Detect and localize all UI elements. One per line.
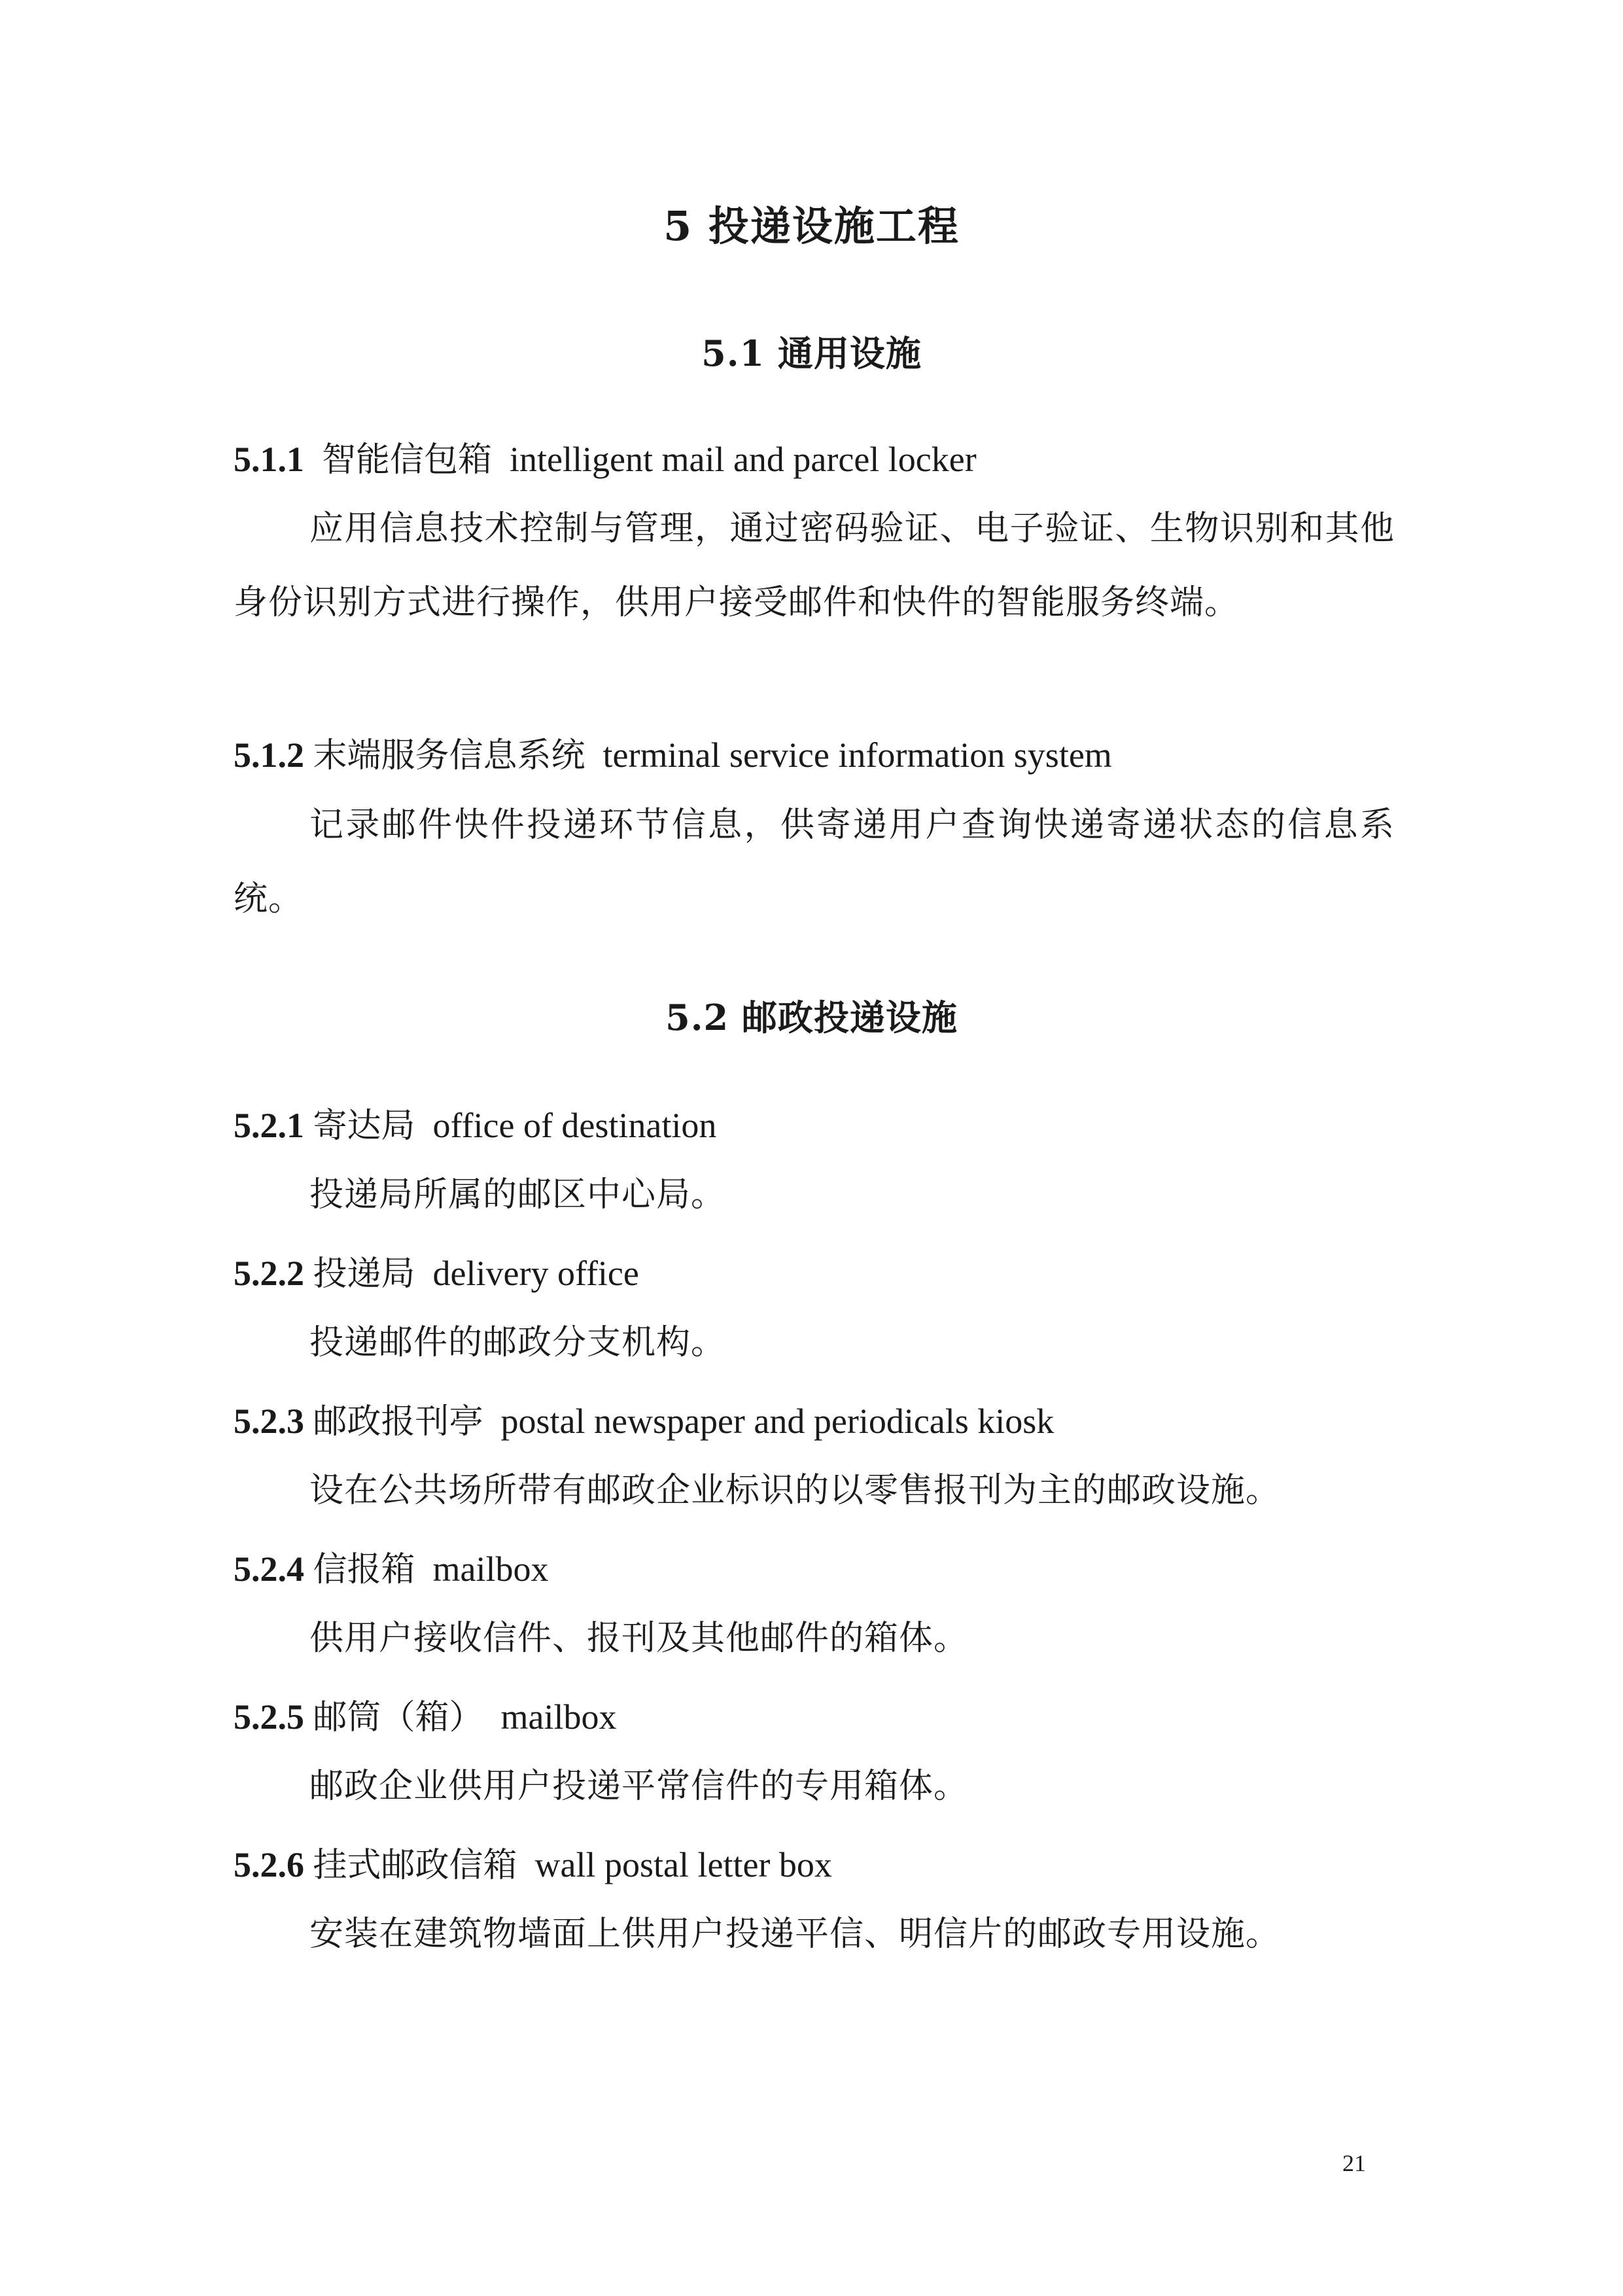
term-en: postal newspaper and periodicals kiosk: [500, 1402, 1055, 1441]
term-definition-5-1-2: 记录邮件快件投递环节信息，供寄递用户查询快递寄递状态的信息系统。: [234, 805, 1395, 919]
term-zh: 邮政报刊亭: [313, 1402, 483, 1441]
term-zh: 挂式邮政信箱: [313, 1846, 517, 1885]
term-en: office of destination: [432, 1106, 717, 1145]
term-zh: 信报箱: [313, 1550, 415, 1589]
term-definition-5-2-5: 邮政企业供用户投递平常信件的专用箱体。: [309, 1767, 969, 1806]
section-title-5-1: 5.1 通用设施: [701, 332, 922, 374]
term-number: 5.2.5: [234, 1697, 304, 1737]
term-heading-5-2-6: [234, 1837, 832, 1886]
chapter-title: 5 投递设施工程: [663, 202, 960, 250]
term-number: 5.2.6: [234, 1845, 304, 1884]
term-number: 5.2.2: [234, 1254, 304, 1293]
term-zh: 智能信包箱: [322, 440, 493, 480]
term-definition-5-2-6: 安装在建筑物墙面上供用户投递平信、明信片的邮政专用设施。: [309, 1915, 1281, 1954]
term-definition-5-1-1: 应用信息技术控制与管理，通过密码验证、电子验证、生物识别和其他身份识别方式进行操作，供用户接受邮件和快件的智能服务终端。: [234, 509, 1395, 622]
page-number: 21: [1342, 2150, 1366, 2176]
term-heading-5-2-5: [234, 1689, 617, 1739]
term-number: 5.2.4: [234, 1549, 304, 1589]
term-heading-5-2-4: [234, 1542, 549, 1591]
term-heading-5-2-2: [234, 1246, 639, 1295]
term-heading-5-1-2: [234, 728, 1112, 777]
term-number: 5.2.1: [234, 1106, 304, 1145]
term-definition-5-2-1: 投递局所属的邮区中心局。: [309, 1175, 726, 1214]
term-definition-5-2-2: 投递邮件的邮政分支机构。: [309, 1323, 726, 1362]
term-zh: 末端服务信息系统: [313, 736, 585, 775]
term-definition-5-2-4: 供用户接收信件、报刊及其他邮件的箱体。: [309, 1619, 969, 1658]
term-en: mailbox: [432, 1549, 549, 1589]
term-zh: 寄达局: [313, 1106, 415, 1146]
term-en: terminal service information system: [602, 735, 1112, 775]
term-en: mailbox: [500, 1697, 617, 1737]
section-title-5-2: 5.2 邮政投递设施: [665, 997, 958, 1038]
term-en: intelligent mail and parcel locker: [510, 440, 977, 479]
term-heading-5-2-3: [234, 1394, 1054, 1443]
term-en: delivery office: [432, 1254, 639, 1293]
term-heading-5-1-1: [234, 432, 977, 481]
term-heading-5-2-1: [234, 1098, 716, 1147]
term-number: 5.1.1: [234, 440, 304, 479]
term-zh: 邮筒（箱）: [313, 1698, 483, 1737]
term-number: 5.2.3: [234, 1402, 304, 1441]
term-en: wall postal letter box: [534, 1845, 832, 1884]
term-definition-5-2-3: 设在公共场所带有邮政企业标识的以零售报刊为主的邮政设施。: [309, 1471, 1281, 1510]
term-number: 5.1.2: [234, 735, 304, 775]
term-zh: 投递局: [313, 1254, 415, 1294]
